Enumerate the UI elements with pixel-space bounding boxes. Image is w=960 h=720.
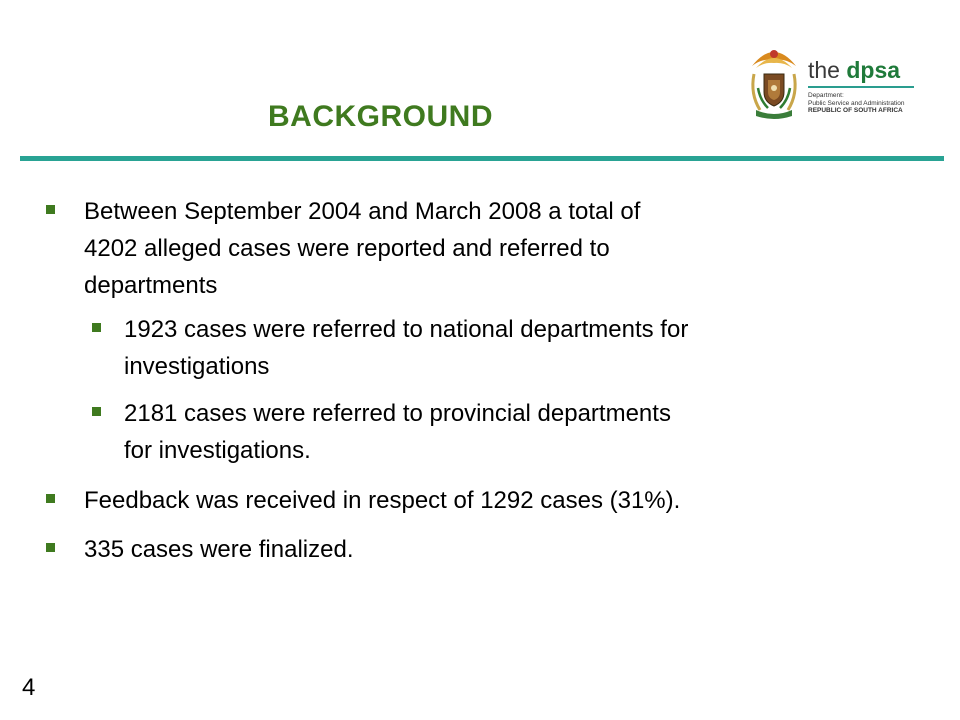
bullet-line: departments (84, 272, 218, 299)
bullet-marker-icon (46, 494, 55, 503)
logo-wordmark (808, 59, 900, 82)
coat-of-arms-icon (746, 44, 802, 120)
bullet-line: 1923 cases were referred to national departments for (124, 316, 689, 343)
bullet-marker-icon (46, 205, 55, 214)
bullet-line: 335 cases were finalized. (84, 536, 354, 563)
bullet-line: Between September 2004 and March 2008 a total of (84, 198, 641, 225)
bullet-line: investigations (124, 353, 270, 380)
logo-dpsa-text: dpsa (846, 57, 901, 83)
bullet-line: Feedback was received in respect of 1292 cases (31%). (84, 487, 681, 514)
bullet-marker-icon (92, 323, 101, 332)
bullet-line: for investigations. (124, 437, 311, 464)
bullet-marker-icon (46, 543, 55, 552)
logo-sub-line1: Department: (808, 92, 844, 99)
logo-the-text: the (808, 57, 840, 83)
logo-divider (808, 86, 914, 88)
logo-sub-line3: REPUBLIC OF SOUTH AFRICA (808, 107, 903, 114)
logo-subtitle (808, 92, 920, 115)
bullet-marker-icon (92, 407, 101, 416)
title-underline (20, 156, 944, 161)
slide-title: BACKGROUND (268, 100, 493, 133)
page-number: 4 (22, 674, 36, 701)
bullet-line: 4202 alleged cases were reported and referred to (84, 235, 610, 262)
dpsa-logo (744, 42, 920, 122)
bullet-line: 2181 cases were referred to provincial departments (124, 400, 671, 427)
logo-sub-line2: Public Service and Administration (808, 99, 905, 107)
